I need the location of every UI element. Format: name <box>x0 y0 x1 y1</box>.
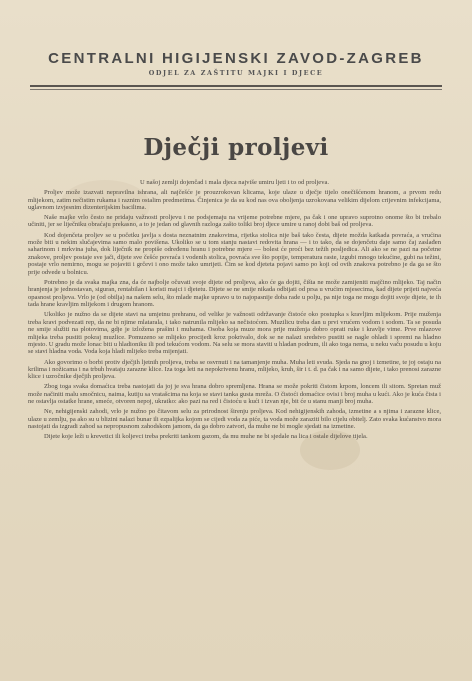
body-paragraph: Ukoliko je nužno da se dijete stavi na umjetnu prehranu, od velike je važnosti održavanje čistoće oko postupka s kravljim mlijekom. Prije muženja treba kravi podvezati rep, da ne bi njime mlatarala, i tako natrunila mlijeko sa nečistoćom. Muzilicu treba dan u prvi vrućem vodom i sodom. Ta se posuda ne smije služiti na plotovima, gdje je izložena prašini i muhama. Osoba koja muze mora prije muženja dobro oprati ruke i kravlje vime. Prve mlazove mlijeka treba pustiti pokraj muzlice. Pomuzeno se mlijeko procijedi kroz pokrivalo, dok se ne nalazi sredstvo pustiti se nagle ohladi i spremi na hladno mjesto. U gradu može lonac biti u hladioniku ili pod tekućom vodom. Na selu se mora staviti u hladan podrum, ili ako toga nema, u neku vaču posudu u koju se stavi hladna voda. Voda koja hladi mlijeko treba mijenjati. <box>28 311 441 356</box>
document-title: Dječji proljevi <box>143 134 329 161</box>
body-paragraph: Dijete koje leži u krevetici ili koljevci treba prekriti tankom gazom, da mu muhe ne bi sjedale na lica i ostale dijelove tijela. <box>44 433 368 441</box>
institution-title: CENTRALNI HIGIJENSKI ZAVOD-ZAGREB <box>48 50 424 67</box>
paper-stain <box>60 180 150 230</box>
body-paragraph: Ne, nehigijenski zahodi, vrlo je nužno po čitavom selu za prirodnost širenju proljeva. Kod nehigijenskih zahoda, izmetine a s njima i zarazne klice, ulaze u zemlju, pa ako su u blizini nalazi bunar ili ezpalijka kojom se cijedi voda za piće, ta voda može zaraziti bilo cijelu obitelj. Zato svaka kućanstvo mora nastojati da izgradi zahod sa nepropusnom zahodskom jamom, da ga dobro zatvori, da muhe ne bi mogle sjedati na izmetine. <box>28 408 441 431</box>
body-paragraph: Potrebno je da svaka majka zna, da će najbolje očuvati svoje dijete od proljeva, ako će ga dojiti, čišta ne može zamijeniti majčino mlijeko. Taj način hranjenja je jednostavan, siguran, rentabilan i koristi majci i djetetu. Dijete se ne smije nikada odbijati od prsa u vrućim mjesecima, kad dijete prijeti najveća opasnost proljeva. Vrlo je (od obilja) na našem selu, što mlade majke upravo u to najopasnije doba rade u polju, pa nije toga ne mogu dojiti svoje dijete, te ih tada hrane kravljim mlijekom i drugom hranom. <box>28 278 441 309</box>
body-paragraph: Kod dojenčeta proljev se u početku javlja s dosta neznatnim znakovima, rijetka stolica nije baš tako česta, dijete možda katkada povraća, a vrućina može biti u nekim slučajevima samo malo povišena. Ukoliko se u tom stanju nastavi redovita hrana — i to tako, da se dojenčetu daje samo čaj zaslađen saharinom i mrkvina juha, dok liječnik ne propiše određenu hranu i potrebne mjere — bolest će proći bez težih posljedica. Ali ako se ne pazi na početne znakove, proljev postaje sve jači, dijete sve češće povraća i vodenih stolica, povraća sve što popije, temperatura raste, izgubi mnogo tekućine, gubi na težini, postaje vrlo nemirno, mogu se pojaviti i grčevi i ono može tako umrijeti. Čim se kod djeteta pojavi samo po koji od ovih znakova potrebno je da ga se što prije odvede u bolnicu. <box>28 231 441 276</box>
department-subtitle: ODJEL ZA ZAŠTITU MAJKI I DJECE <box>148 69 324 77</box>
body-paragraph: Proljev može izazvati nepravilna ishrana, ali najčešće je prouzrokovan klicama, koje ulaze u dječje tijelo onečišćenom hranom, a prvom redu mlijekom, zatim nečistim rukama i raznim ostalim predmetima. Činjenica je da su kod nas ova oboljenja uzrokovana velikim dijelom crijevnim infekcijama, uglavnom izvjesnim dizenterijskim bacilima. <box>28 189 441 211</box>
body-paragraph: Naše majke vrlo često ne pridaju važnosti proljevu i ne podsjemaju na vrijeme potrebne mjere, pa čak i one upravo suprotno onome što bi trebalo učiniti, jer se liječniku obraćaju prekasno, a to je jedan od glavnih razloga zašto toliki broj djece umire u ranoj dobi baš od proljeva. <box>28 214 441 229</box>
header-rule-thick <box>30 85 442 87</box>
paper-stain <box>300 430 360 470</box>
body-paragraph: Zbog toga svaka domaćica treba nastojati da joj je sva hrana dobro spremljena. Hrana se može pokriti čistom krpom, loncem ili sitom. Spretan muž može načiniti malu smočnicu, naima, kutiju sa vratašcima na koja se stavi tanka gusta mreža. O čistoći domaćice ovisi i broj muha u kući. Ako je kuća čista i ne ostavlja ostatke hrane, smeće, otvoren nepoj, ukratko: ako pazi na red i čistoću u kući i izvan nje, bit će u stanu manji broj muha. <box>28 383 441 406</box>
body-paragraph: U našoj zemlji dojenčad i mala djeca najviše umiru ljeti i to od proljeva. <box>139 179 330 186</box>
body-paragraph: Ako govorimo o borbi protiv dječjih ljetnih proljeva, treba se osvrnuti i na tamanjenje muha. Muha leti svuda. Sjeda na gnoj i izmetine, te joj ostaju na krilima i nožicama i na trbuh hvataju zarazne klice. Iza toga leti na nepokrivenu hranu, mlijeko, kruh, šir i t. d. pa čak i na samo dijete, i tako prenosi zarazne klice i uzročnike dječjih proljeva. <box>28 358 441 381</box>
header-rule-thin <box>30 89 442 90</box>
